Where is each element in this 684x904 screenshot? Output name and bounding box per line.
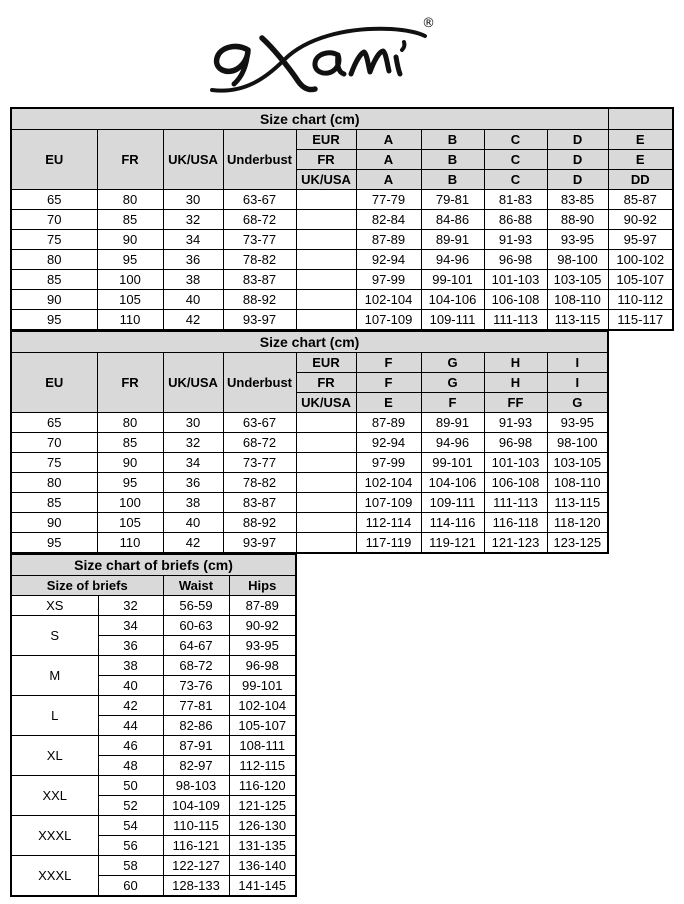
- column-header: Underbust: [223, 130, 296, 190]
- data-cell: 117-119: [356, 533, 421, 554]
- cup-size-header: E: [356, 393, 421, 413]
- data-cell: 95: [97, 473, 163, 493]
- column-header: EU: [11, 130, 97, 190]
- size-group-label: S: [11, 616, 98, 656]
- data-cell: 90: [97, 230, 163, 250]
- data-cell: [296, 270, 356, 290]
- data-cell: 91-93: [484, 230, 547, 250]
- table-row: [11, 413, 608, 433]
- column-header: FR: [97, 130, 163, 190]
- data-cell: 34: [163, 453, 223, 473]
- data-cell: 77-81: [163, 696, 229, 716]
- data-cell: 34: [98, 616, 163, 636]
- data-cell: 141-145: [229, 876, 296, 897]
- data-cell: 110-115: [163, 816, 229, 836]
- table-row: [11, 270, 673, 290]
- data-cell: 90-92: [608, 210, 673, 230]
- cup-size-header: A: [356, 170, 421, 190]
- data-cell: 106-108: [484, 290, 547, 310]
- data-cell: [296, 290, 356, 310]
- table-row: [11, 453, 608, 473]
- data-cell: 80: [11, 250, 97, 270]
- data-cell: 36: [163, 250, 223, 270]
- data-cell: 103-105: [547, 270, 608, 290]
- column-header: Hips: [229, 576, 296, 596]
- data-cell: 70: [11, 433, 97, 453]
- data-cell: 101-103: [484, 270, 547, 290]
- data-cell: [296, 433, 356, 453]
- data-cell: 32: [163, 433, 223, 453]
- data-cell: 94-96: [421, 250, 484, 270]
- table-title: Size chart (cm): [11, 108, 608, 130]
- data-cell: 75: [11, 453, 97, 473]
- data-cell: 95: [97, 250, 163, 270]
- data-cell: 100: [97, 493, 163, 513]
- data-cell: 113-115: [547, 493, 608, 513]
- cup-size-header: E: [608, 150, 673, 170]
- data-cell: [296, 413, 356, 433]
- data-cell: 111-113: [484, 493, 547, 513]
- cup-size-header: FF: [484, 393, 547, 413]
- data-cell: 85: [11, 493, 97, 513]
- data-cell: 109-111: [421, 310, 484, 331]
- size-charts-container: [10, 107, 674, 897]
- data-cell: 82-84: [356, 210, 421, 230]
- data-cell: 128-133: [163, 876, 229, 897]
- table-row: [11, 816, 296, 836]
- table-title: Size chart (cm): [11, 331, 608, 353]
- data-cell: 73-77: [223, 453, 296, 473]
- data-cell: 32: [98, 596, 163, 616]
- data-cell: 63-67: [223, 190, 296, 210]
- data-cell: 104-106: [421, 473, 484, 493]
- data-cell: 91-93: [484, 413, 547, 433]
- data-cell: 93-97: [223, 310, 296, 331]
- cup-size-header: DD: [608, 170, 673, 190]
- bra-size-chart-table-1: [10, 107, 674, 331]
- data-cell: 105-107: [229, 716, 296, 736]
- cup-size-header: G: [421, 353, 484, 373]
- data-cell: 86-88: [484, 210, 547, 230]
- data-cell: 78-82: [223, 473, 296, 493]
- data-cell: 54: [98, 816, 163, 836]
- data-cell: 103-105: [547, 453, 608, 473]
- data-cell: 79-81: [421, 190, 484, 210]
- sizing-system-label: FR: [296, 373, 356, 393]
- data-cell: 87-89: [356, 230, 421, 250]
- data-cell: 105: [97, 513, 163, 533]
- cup-size-header: H: [484, 353, 547, 373]
- data-cell: 68-72: [223, 210, 296, 230]
- data-cell: 64-67: [163, 636, 229, 656]
- data-cell: 104-106: [421, 290, 484, 310]
- data-cell: 119-121: [421, 533, 484, 554]
- cup-size-header: G: [547, 393, 608, 413]
- data-cell: 90: [97, 453, 163, 473]
- data-cell: 100: [97, 270, 163, 290]
- data-cell: 87-91: [163, 736, 229, 756]
- size-group-label: L: [11, 696, 98, 736]
- cup-size-header: I: [547, 373, 608, 393]
- cup-size-header: B: [421, 170, 484, 190]
- cup-size-header: G: [421, 373, 484, 393]
- data-cell: 90: [11, 513, 97, 533]
- data-cell: [296, 453, 356, 473]
- cup-size-header: C: [484, 170, 547, 190]
- data-cell: 97-99: [356, 453, 421, 473]
- data-cell: 116-118: [484, 513, 547, 533]
- size-group-label: XS: [11, 596, 98, 616]
- table-row: [11, 856, 296, 876]
- data-cell: 82-86: [163, 716, 229, 736]
- data-cell: 110: [97, 310, 163, 331]
- briefs-size-chart-table: [10, 553, 297, 897]
- data-cell: [296, 250, 356, 270]
- data-cell: 102-104: [356, 290, 421, 310]
- data-cell: 106-108: [484, 473, 547, 493]
- data-cell: 102-104: [229, 696, 296, 716]
- data-cell: 98-100: [547, 250, 608, 270]
- data-cell: 68-72: [223, 433, 296, 453]
- data-cell: 93-95: [547, 230, 608, 250]
- data-cell: 48: [98, 756, 163, 776]
- data-cell: 96-98: [484, 250, 547, 270]
- data-cell: 30: [163, 190, 223, 210]
- data-cell: 95: [11, 310, 97, 331]
- cup-size-header: H: [484, 373, 547, 393]
- data-cell: [296, 310, 356, 331]
- data-cell: 77-79: [356, 190, 421, 210]
- data-cell: 44: [98, 716, 163, 736]
- data-cell: 107-109: [356, 310, 421, 331]
- data-cell: 95-97: [608, 230, 673, 250]
- data-cell: 38: [163, 270, 223, 290]
- data-cell: [296, 230, 356, 250]
- data-cell: 102-104: [356, 473, 421, 493]
- data-cell: 70: [11, 210, 97, 230]
- data-cell: 105: [97, 290, 163, 310]
- data-cell: 113-115: [547, 310, 608, 331]
- data-cell: 85: [97, 210, 163, 230]
- data-cell: 85-87: [608, 190, 673, 210]
- axami-logo-icon: [208, 14, 438, 99]
- data-cell: 42: [163, 533, 223, 554]
- sizing-system-label: UK/USA: [296, 170, 356, 190]
- data-cell: 98-103: [163, 776, 229, 796]
- cup-size-header: D: [547, 150, 608, 170]
- data-cell: 116-120: [229, 776, 296, 796]
- data-cell: 109-111: [421, 493, 484, 513]
- data-cell: 87-89: [356, 413, 421, 433]
- size-group-label: XXXL: [11, 816, 98, 856]
- data-cell: 115-117: [608, 310, 673, 331]
- sizing-system-label: EUR: [296, 353, 356, 373]
- data-cell: 75: [11, 230, 97, 250]
- data-cell: 68-72: [163, 656, 229, 676]
- sizing-system-label: FR: [296, 150, 356, 170]
- data-cell: 65: [11, 190, 97, 210]
- table-row: [11, 736, 296, 756]
- size-group-label: XXL: [11, 776, 98, 816]
- size-group-label: XL: [11, 736, 98, 776]
- data-cell: 136-140: [229, 856, 296, 876]
- data-cell: 95: [11, 533, 97, 554]
- data-cell: 60: [98, 876, 163, 897]
- cup-size-header: D: [547, 170, 608, 190]
- table-row: [11, 290, 673, 310]
- data-cell: 40: [163, 290, 223, 310]
- data-cell: 118-120: [547, 513, 608, 533]
- data-cell: 100-102: [608, 250, 673, 270]
- cup-size-header: D: [547, 130, 608, 150]
- data-cell: 99-101: [421, 453, 484, 473]
- data-cell: 38: [163, 493, 223, 513]
- data-cell: 38: [98, 656, 163, 676]
- table-row: [11, 656, 296, 676]
- corner-cell: [608, 108, 673, 130]
- data-cell: 131-135: [229, 836, 296, 856]
- data-cell: 111-113: [484, 310, 547, 331]
- data-cell: 87-89: [229, 596, 296, 616]
- data-cell: [296, 473, 356, 493]
- data-cell: 122-127: [163, 856, 229, 876]
- data-cell: 82-97: [163, 756, 229, 776]
- data-cell: 96-98: [229, 656, 296, 676]
- bra-size-chart-table-2: [10, 330, 609, 554]
- column-header: FR: [97, 353, 163, 413]
- table-row: [11, 596, 296, 616]
- size-group-label: M: [11, 656, 98, 696]
- data-cell: 52: [98, 796, 163, 816]
- data-cell: 89-91: [421, 413, 484, 433]
- data-cell: 58: [98, 856, 163, 876]
- data-cell: 108-110: [547, 290, 608, 310]
- table-row: [11, 513, 608, 533]
- data-cell: 112-115: [229, 756, 296, 776]
- column-header: UK/USA: [163, 353, 223, 413]
- cup-size-header: A: [356, 150, 421, 170]
- data-cell: 56-59: [163, 596, 229, 616]
- data-cell: 73-76: [163, 676, 229, 696]
- data-cell: 56: [98, 836, 163, 856]
- table-row: [11, 190, 673, 210]
- data-cell: 65: [11, 413, 97, 433]
- data-cell: 80: [97, 190, 163, 210]
- data-cell: 90: [11, 290, 97, 310]
- data-cell: 108-111: [229, 736, 296, 756]
- data-cell: 90-92: [229, 616, 296, 636]
- data-cell: 46: [98, 736, 163, 756]
- data-cell: 99-101: [229, 676, 296, 696]
- data-cell: 83-87: [223, 493, 296, 513]
- data-cell: 36: [98, 636, 163, 656]
- data-cell: 110: [97, 533, 163, 554]
- size-group-label: XXXL: [11, 856, 98, 897]
- cup-size-header: A: [356, 130, 421, 150]
- table-title: Size chart of briefs (cm): [11, 554, 296, 576]
- data-cell: 89-91: [421, 230, 484, 250]
- table-row: [11, 230, 673, 250]
- cup-size-header: B: [421, 150, 484, 170]
- data-cell: [296, 190, 356, 210]
- data-cell: 104-109: [163, 796, 229, 816]
- data-cell: [296, 533, 356, 554]
- data-cell: 42: [98, 696, 163, 716]
- data-cell: 63-67: [223, 413, 296, 433]
- data-cell: 84-86: [421, 210, 484, 230]
- data-cell: 42: [163, 310, 223, 331]
- table-row: [11, 776, 296, 796]
- cup-size-header: F: [356, 353, 421, 373]
- data-cell: 93-95: [547, 413, 608, 433]
- data-cell: 88-92: [223, 290, 296, 310]
- data-cell: 105-107: [608, 270, 673, 290]
- data-cell: 83-85: [547, 190, 608, 210]
- data-cell: 92-94: [356, 433, 421, 453]
- column-header: UK/USA: [163, 130, 223, 190]
- data-cell: [296, 493, 356, 513]
- data-cell: 92-94: [356, 250, 421, 270]
- data-cell: 85: [11, 270, 97, 290]
- data-cell: 81-83: [484, 190, 547, 210]
- table-row: [11, 433, 608, 453]
- table-row: [11, 473, 608, 493]
- data-cell: 93-97: [223, 533, 296, 554]
- column-header: Waist: [163, 576, 229, 596]
- data-cell: 85: [97, 433, 163, 453]
- table-row: [11, 310, 673, 331]
- data-cell: 121-125: [229, 796, 296, 816]
- data-cell: 123-125: [547, 533, 608, 554]
- table-row: [11, 250, 673, 270]
- cup-size-header: C: [484, 150, 547, 170]
- data-cell: 121-123: [484, 533, 547, 554]
- data-cell: [296, 513, 356, 533]
- table-row: [11, 616, 296, 636]
- data-cell: 83-87: [223, 270, 296, 290]
- data-cell: 114-116: [421, 513, 484, 533]
- data-cell: 101-103: [484, 453, 547, 473]
- data-cell: 126-130: [229, 816, 296, 836]
- table-row: [11, 533, 608, 554]
- cup-size-header: F: [356, 373, 421, 393]
- data-cell: 78-82: [223, 250, 296, 270]
- column-header: Size of briefs: [11, 576, 163, 596]
- brand-logo: [208, 14, 448, 102]
- data-cell: 112-114: [356, 513, 421, 533]
- data-cell: 93-95: [229, 636, 296, 656]
- data-cell: 80: [97, 413, 163, 433]
- data-cell: 98-100: [547, 433, 608, 453]
- data-cell: 116-121: [163, 836, 229, 856]
- data-cell: 108-110: [547, 473, 608, 493]
- data-cell: 73-77: [223, 230, 296, 250]
- data-cell: [296, 210, 356, 230]
- column-header: Underbust: [223, 353, 296, 413]
- data-cell: 88-92: [223, 513, 296, 533]
- data-cell: 40: [163, 513, 223, 533]
- data-cell: 36: [163, 473, 223, 493]
- cup-size-header: I: [547, 353, 608, 373]
- data-cell: 40: [98, 676, 163, 696]
- sizing-system-label: UK/USA: [296, 393, 356, 413]
- data-cell: 94-96: [421, 433, 484, 453]
- data-cell: 96-98: [484, 433, 547, 453]
- data-cell: 32: [163, 210, 223, 230]
- data-cell: 97-99: [356, 270, 421, 290]
- registered-trademark: ®: [422, 16, 435, 31]
- data-cell: 60-63: [163, 616, 229, 636]
- data-cell: 50: [98, 776, 163, 796]
- column-header: EU: [11, 353, 97, 413]
- data-cell: 110-112: [608, 290, 673, 310]
- table-row: [11, 210, 673, 230]
- cup-size-header: B: [421, 130, 484, 150]
- data-cell: 30: [163, 413, 223, 433]
- data-cell: 34: [163, 230, 223, 250]
- sizing-system-label: EUR: [296, 130, 356, 150]
- cup-size-header: C: [484, 130, 547, 150]
- table-row: [11, 696, 296, 716]
- data-cell: 99-101: [421, 270, 484, 290]
- data-cell: 107-109: [356, 493, 421, 513]
- cup-size-header: E: [608, 130, 673, 150]
- data-cell: 88-90: [547, 210, 608, 230]
- table-row: [11, 493, 608, 513]
- data-cell: 80: [11, 473, 97, 493]
- cup-size-header: F: [421, 393, 484, 413]
